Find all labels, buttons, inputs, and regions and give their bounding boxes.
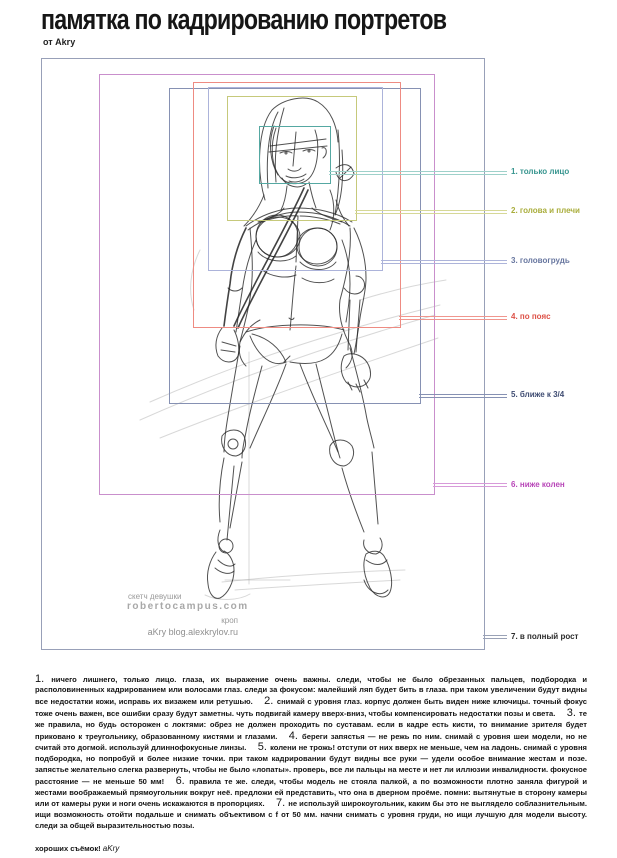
tip-text: правила те же. следи, чтобы модель не стояла палкой, а по возможности плотно заняла фигурой и жестами воображаемый прямоугольник вокруг неё. предложи ей представить, что она в дверном проёме. помни: вытянутые в сторону камеры или от камеры руки и ноги очень искажаются в пропорциях. <box>35 776 588 809</box>
crop-label-three-quarter: 5. ближе к 3/4 <box>511 390 565 399</box>
tip-number: 2. <box>264 695 277 708</box>
connector-line-7 <box>483 635 507 639</box>
tip-number: 1. <box>35 672 52 685</box>
connector-line-4 <box>399 316 507 320</box>
connector-line-5 <box>419 394 507 398</box>
credit-crop-caption: кроп <box>221 616 238 625</box>
crop-label-face: 1. только лицо <box>511 167 570 176</box>
credit-sketch-caption: скетч девушки <box>128 592 182 601</box>
crop-label-head-chest: 3. головогрудь <box>511 256 570 265</box>
tips-paragraph <box>35 674 587 832</box>
tip-number: 5. <box>257 741 271 754</box>
connector-line-2 <box>355 210 507 214</box>
crop-label-waist: 4. по пояс <box>511 312 551 321</box>
connector-line-1 <box>329 171 507 175</box>
tip-number: 6. <box>175 774 190 787</box>
author-line: от Akry <box>43 37 76 47</box>
tip-text: колени не трожь! отступи от них вверх не меньше, чем на ладонь. снимай с уровня подбородка, но попробуй и более низкие точки. при таком кадрировании будут видны все руки — удели особое внимание жестам и позе. запястье желательно слегка развернуть, чтобы не было «лопаты». проверь, все ли пальцы на месте и нет ли иллюзии инвалидности. фокусное расстояние — не меньше 50 мм! <box>35 743 587 786</box>
tip-text: не используй широкоугольник, каким бы это не выглядело соблазнительным. ищи возможность отойти подальше и снимать объективом с f от 50 мм. начни снимать с уровня груди, но ищи лучшую для модели высоту. следи за общей выразительностью позы. <box>35 799 587 830</box>
crop-label-head-shoulders: 2. голова и плечи <box>511 206 580 215</box>
tip-text: снимай с уровня глаз. корпус должен быть виден ниже ключицы. точный фокус тоже очень важен, все ошибки сразу будут заметны. чуть подвигай камеру вверх-вниз, чтобы компенсировать недостатки позы и света. <box>35 697 587 718</box>
tip-text: те же правила, но будь осторожен с локтями: обрез не должен проходить по суставам. если в кадре есть кисти, то внимание зрителя будет приковано к треугольнику, образованному кистями и глазами. <box>35 708 587 741</box>
closing-text: хороших съёмок! <box>35 843 101 853</box>
crop-box-face <box>259 126 331 184</box>
page-title: памятка по кадрированию портретов <box>41 4 447 36</box>
tip-text: ничего лишнего, только лицо. глаза, их выражение очень важны. следи, чтобы не было обрезанных пальцев, подбородка и располовиненных кадрированием или волосами глаз. следи за фокусом: малейший ляп будет бить в глаза. при таком увеличении будут видны все недостатки кожи, исправь их визажем или ретушью. <box>35 674 588 707</box>
credit-author-blog: aKry blog.alexkrylov.ru <box>147 627 238 637</box>
tip-number: 7. <box>275 797 289 810</box>
credit-sketch-site: robertocampus.com <box>127 601 249 612</box>
tip-number: 4. <box>288 729 303 742</box>
connector-line-6 <box>433 483 507 487</box>
tip-number: 3. <box>566 706 580 719</box>
closing-line <box>35 844 119 853</box>
crop-label-full-height: 7. в полный рост <box>511 632 579 641</box>
tip-text: береги запястья — не режь по ним. снимай с уровня шеи модели, но не считай это догмой. используй длиннофокусные линзы. <box>35 731 587 753</box>
closing-signature: aKry <box>102 843 120 853</box>
connector-line-3 <box>381 260 507 264</box>
crop-label-below-knees: 6. ниже колен <box>511 480 565 489</box>
